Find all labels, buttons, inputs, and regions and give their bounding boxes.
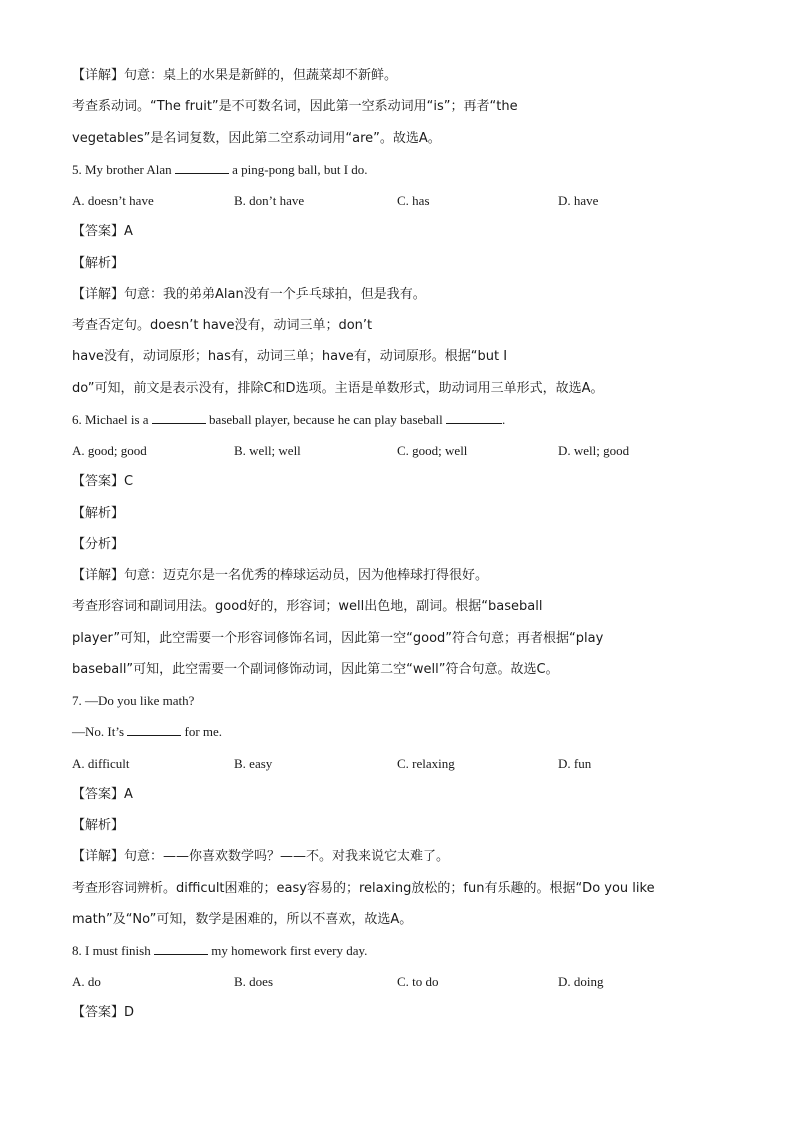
question-7: 7. —Do you like math? <box>72 693 195 708</box>
option-a: A. good; good <box>72 443 147 458</box>
option-b: B. does <box>234 974 273 989</box>
question-text: for me. <box>181 724 223 739</box>
answer-blank <box>154 942 208 955</box>
option-b: B. don’t have <box>234 193 305 208</box>
question-text: . <box>502 412 506 427</box>
option-d: D. fun <box>558 756 592 771</box>
question-5 <box>72 161 732 179</box>
option-b: B. well; well <box>234 443 301 458</box>
answer-label: 【答案】C <box>72 474 134 489</box>
explanation-line: vegetables”是名词复数，因此第二空系动词用“are”。故选A。 <box>72 131 441 146</box>
option-c: C. to do <box>397 974 439 989</box>
question-8 <box>72 942 732 960</box>
analysis-label: 【解析】 <box>72 818 125 833</box>
question-text: a ping-pong ball, but I do. <box>228 162 368 177</box>
analysis-label: 【分析】 <box>72 537 125 552</box>
answer-blank <box>175 161 229 174</box>
option-a: A. difficult <box>72 756 130 771</box>
explanation-line: do”可知，前文是表示没有，排除C和D选项。主语是单数形式，助动词用三单形式，故选A。 <box>72 381 604 396</box>
question-text: my homework first every day. <box>207 943 368 958</box>
option-b: B. easy <box>234 756 273 771</box>
option-d: D. well; good <box>558 443 630 458</box>
explanation-line: 考查形容词辨析。difficult困难的；easy容易的；relaxing放松的；fun有乐趣的。根据“Do you like <box>72 881 655 896</box>
explanation-line: 【详解】句意：桌上的水果是新鲜的，但蔬菜却不新鲜。 <box>72 68 398 83</box>
answer-label: 【答案】A <box>72 787 133 802</box>
explanation-line: player”可知，此空需要一个形容词修饰名词，因此第一空“good”符合句意；再者根据“play <box>72 631 604 646</box>
option-d: D. doing <box>558 974 604 989</box>
question-text: —No. It’s <box>72 724 128 739</box>
option-c: C. has <box>397 193 430 208</box>
question-text: 8. I must finish <box>72 943 154 958</box>
explanation-line: baseball”可知，此空需要一个副词修饰动词，因此第二空“well”符合句意。故选C。 <box>72 662 559 677</box>
option-c: C. good; well <box>397 443 468 458</box>
option-a: A. do <box>72 974 101 989</box>
explanation-line: 考查形容词和副词用法。good好的，形容词；well出色地，副词。根据“baseball <box>72 599 543 614</box>
explanation-line: 【详解】句意：我的弟弟Alan没有一个乒乓球拍，但是我有。 <box>72 287 426 302</box>
option-a: A. doesn’t have <box>72 193 154 208</box>
option-d: D. have <box>558 193 599 208</box>
answer-label: 【答案】D <box>72 1005 135 1020</box>
explanation-line: 【详解】句意：迈克尔是一名优秀的棒球运动员，因为他棒球打得很好。 <box>72 568 489 583</box>
question-text: 5. My brother Alan <box>72 162 175 177</box>
explanation-line: have没有，动词原形；has有，动词三单；have有，动词原形。根据“but I <box>72 349 508 364</box>
question-text: 6. Michael is a <box>72 412 152 427</box>
analysis-label: 【解析】 <box>72 506 125 521</box>
analysis-label: 【解析】 <box>72 256 125 271</box>
explanation-line: 【详解】句意：——你喜欢数学吗？——不。对我来说它太难了。 <box>72 849 450 864</box>
explanation-line: math”及“No”可知，数学是困难的，所以不喜欢，故选A。 <box>72 912 413 927</box>
question-text: baseball player, because he can play baseball <box>205 412 447 427</box>
option-c: C. relaxing <box>397 756 455 771</box>
answer-blank <box>446 411 502 424</box>
explanation-line: 考查系动词。“The fruit”是不可数名词，因此第一空系动词用“is”；再者“the <box>72 99 518 114</box>
question-6 <box>72 411 732 429</box>
question-7-reply <box>72 723 732 741</box>
answer-blank <box>127 723 181 736</box>
answer-blank <box>152 411 206 424</box>
explanation-line: 考查否定句。doesn’t have没有，动词三单；don’t <box>72 318 373 333</box>
answer-label: 【答案】A <box>72 224 133 239</box>
